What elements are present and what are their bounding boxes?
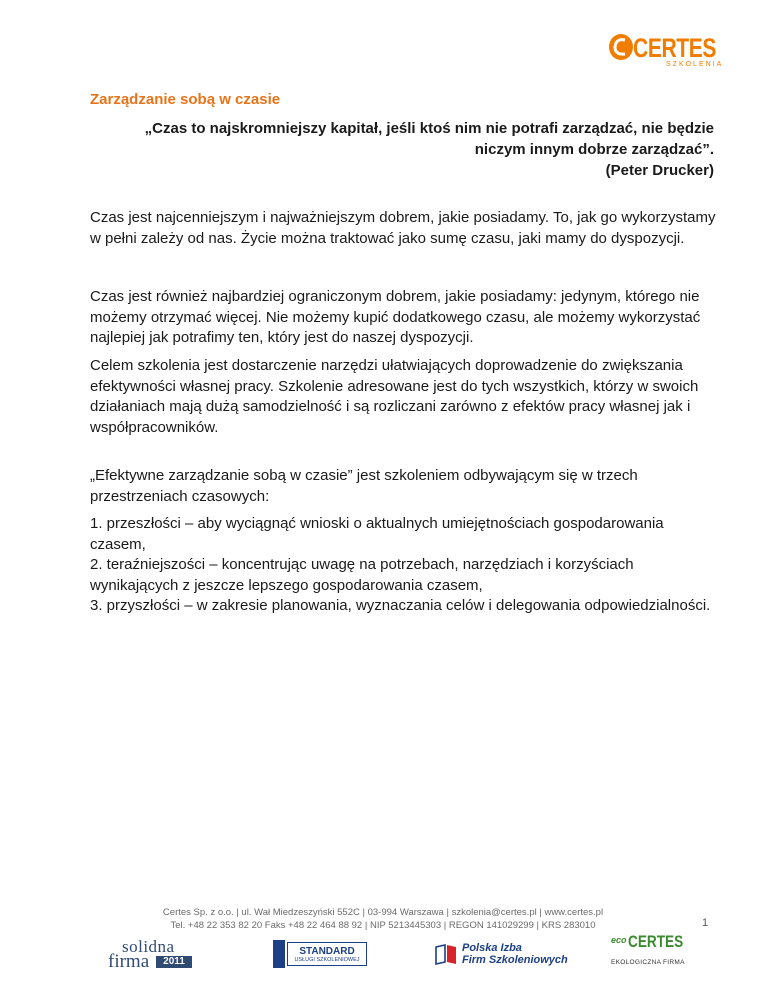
solidna-text: solidna [122, 937, 175, 956]
paragraph-4: „Efektywne zarządzanie sobą w czasie” jest szkoleniem odbywającym się w trzech przestrzeniach czasowych: [90, 467, 638, 505]
quote-line-1: „Czas to najskromniejszy kapitał, jeśli ktoś nim nie potrafi zarządzać, nie będzie [144, 120, 714, 137]
solidna-firma-badge [108, 937, 192, 972]
quote-line-2: niczym innym dobrze zarządzać”. [474, 141, 714, 158]
logo-wordmark: CERTES [633, 33, 717, 63]
certes-logo-icon [608, 32, 634, 62]
book-icon [434, 942, 458, 966]
footer-registry-line: Tel. +48 22 353 82 20 Faks +48 22 464 88 92 | NIP 5213445303 | REGON 141029299 | KRS 283010 [170, 920, 596, 931]
list-item: 3. przyszłości – w zakresie planowania, wyznaczania celów i delegowania odpowiedzialności. [90, 597, 711, 614]
firma-text: firma [108, 951, 150, 972]
page-number: 1 [702, 917, 709, 929]
list-item: 2. teraźniejszości – koncentrując uwagę na potrzebach, narzędziach i korzyściach wynikających z jeszcze lepszego gospodarowania czasem, [90, 556, 634, 594]
time-spaces-list [90, 514, 720, 617]
paragraph-2: Czas jest również najbardziej ograniczonym dobrem, jakie posiadamy: jedynym, którego nie możemy otrzymać więcej. Nie możemy kupić dodatkowego czasu, ale możemy wykorzystać najlepiej jak potrafimy ten, który jest do naszej dyspozycji. [90, 288, 701, 346]
quote-author: (Peter Drucker) [605, 162, 714, 179]
pifs-line-2: Firm Szkoleniowych [462, 954, 568, 966]
standard-subtitle: USŁUGI SZKOLENIOWEJ [294, 957, 360, 963]
standard-title: STANDARD [299, 946, 355, 957]
document-heading: Zarządzanie sobą w czasie [90, 91, 281, 108]
standard-box [287, 942, 367, 966]
solidna-year: 2011 [156, 956, 192, 968]
list-item: 1. przeszłości – aby wyciągnąć wnioski o aktualnych umiejętnościach gospodarowania czasem, [90, 515, 664, 553]
pifs-badge [434, 942, 584, 968]
eu-flag-icon [273, 940, 285, 968]
eco-certes-badge [611, 932, 689, 973]
paragraph-1: Czas jest najcenniejszym i najważniejszym dobrem, jakie posiadamy. To, jak go wykorzystamy w pełni zależy od nas. Życie można traktować jako sumę czasu, jaki mamy do dyspozycji. [90, 209, 716, 247]
quote-block [100, 118, 714, 181]
footer-address-line: Certes Sp. z o.o. | ul. Wał Miedzeszyński 552C | 03-994 Warszawa | szkolenia@certes.pl | www.certes.pl [162, 907, 604, 918]
pifs-line-1: Polska Izba [462, 942, 522, 954]
eco-caption: EKOLOGICZNA FIRMA [611, 959, 685, 966]
standard-badge [273, 940, 369, 968]
footer-contact [130, 906, 636, 932]
certes-logo [608, 32, 724, 72]
eco-prefix: eco [611, 935, 627, 945]
logo-subtitle: SZKOLENIA [666, 61, 724, 68]
paragraph-3: Celem szkolenia jest dostarczenie narzędzi ułatwiających doprowadzenie do zwiększania efektywności własnej pracy. Szkolenie adresowane jest do tych wszystkich, którzy w swoich działaniach mają dużą samodzielność i są rozliczani zarówno z efektów pracy własnej jak i współpracowników. [90, 357, 699, 436]
eco-certes-name: CERTES [628, 932, 684, 951]
